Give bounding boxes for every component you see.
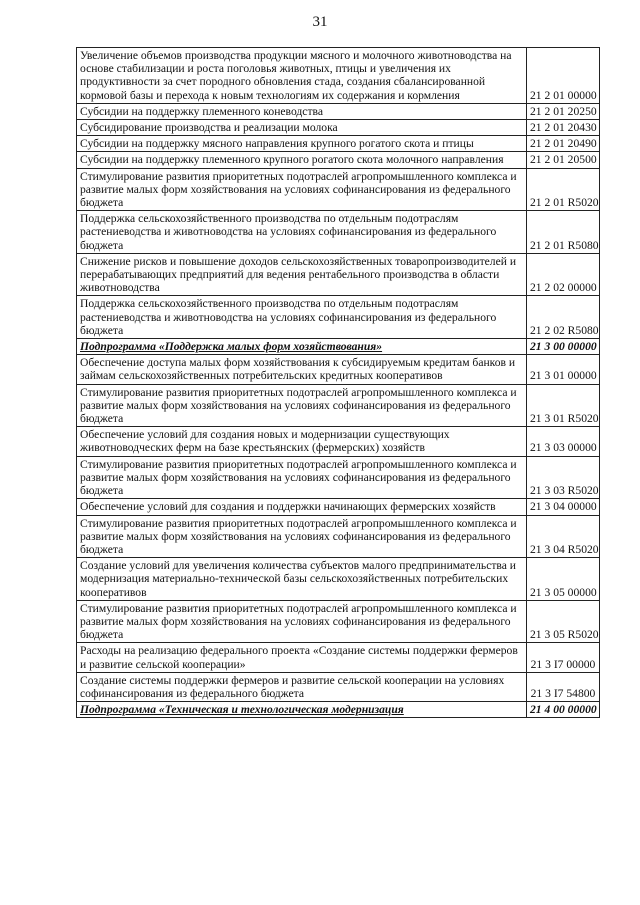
- table-row: [77, 355, 600, 384]
- budget-code-cell: 21 3 01 00000: [527, 355, 600, 384]
- expense-name-cell: Стимулирование развития приоритетных подотраслей агропромышленного комплекса и развитие малых форм хозяйствования на условиях софинансирования из федерального бюджета: [77, 600, 527, 643]
- table-row: [77, 672, 600, 701]
- expense-name-cell: Субсидии на поддержку мясного направления крупного рогатого скота и птицы: [77, 136, 527, 152]
- table-row: [77, 296, 600, 339]
- page-number: 31: [312, 14, 328, 30]
- table-row: [77, 103, 600, 119]
- expense-name-cell: Поддержка сельскохозяйственного производства по отдельным подотраслям растениеводства и животноводства на условиях софинансирования из федерального бюджета: [77, 211, 527, 254]
- table-row: [77, 136, 600, 152]
- expense-name-cell: Подпрограмма «Поддержка малых форм хозяйствования»: [77, 339, 527, 355]
- table-row: [77, 499, 600, 515]
- table-row: [77, 253, 600, 296]
- budget-classification-table: [76, 47, 600, 718]
- expense-name-cell: Субсидирование производства и реализации молока: [77, 120, 527, 136]
- budget-code-cell: 21 3 04 00000: [527, 499, 600, 515]
- budget-code-cell: 21 3 I7 00000: [527, 643, 600, 672]
- expense-name-cell: Стимулирование развития приоритетных подотраслей агропромышленного комплекса и развитие малых форм хозяйствования на условиях софинансирования из федерального бюджета: [77, 384, 527, 427]
- expense-name-cell: Стимулирование развития приоритетных подотраслей агропромышленного комплекса и развитие малых форм хозяйствования на условиях софинансирования из федерального бюджета: [77, 515, 527, 558]
- table-row: [77, 152, 600, 168]
- table-row: [77, 515, 600, 558]
- expense-name-cell: Субсидии на поддержку племенного крупного рогатого скота молочного направления: [77, 152, 527, 168]
- budget-code-cell: 21 2 01 20500: [527, 152, 600, 168]
- expense-name-cell: Расходы на реализацию федерального проекта «Создание системы поддержки фермеров и развитие сельской кооперации»: [77, 643, 527, 672]
- budget-code-cell: 21 2 01 20430: [527, 120, 600, 136]
- budget-code-cell: 21 2 02 00000: [527, 253, 600, 296]
- expense-name-cell: Обеспечение условий для создания и поддержки начинающих фермерских хозяйств: [77, 499, 527, 515]
- budget-code-cell: 21 2 01 20250: [527, 103, 600, 119]
- budget-code-cell: 21 3 00 00000: [527, 339, 600, 355]
- budget-code-cell: 21 3 05 00000: [527, 558, 600, 601]
- expense-name-cell: Создание условий для увеличения количества субъектов малого предпринимательства и модернизация материально-технической базы сельскохозяйственных потребительских кооперативов: [77, 558, 527, 601]
- table-row: [77, 643, 600, 672]
- budget-code-cell: 21 3 03 00000: [527, 427, 600, 456]
- expense-name-cell: Снижение рисков и повышение доходов сельскохозяйственных товаропроизводителей и перерабатывающих предприятий для ведения рентабельного производства в области животноводства: [77, 253, 527, 296]
- budget-code-cell: 21 3 01 R5020: [527, 384, 600, 427]
- budget-code-cell: 21 3 05 R5020: [527, 600, 600, 643]
- expense-name-cell: Обеспечение доступа малых форм хозяйствования к субсидируемым кредитам банков и займам сельскохозяйственных потребительских кредитных кооперативов: [77, 355, 527, 384]
- table-row: [77, 600, 600, 643]
- budget-code-cell: 21 3 I7 54800: [527, 672, 600, 701]
- expense-name-cell: Стимулирование развития приоритетных подотраслей агропромышленного комплекса и развитие малых форм хозяйствования на условиях софинансирования из федерального бюджета: [77, 168, 527, 211]
- expense-name-cell: Субсидии на поддержку племенного коневодства: [77, 103, 527, 119]
- budget-code-cell: 21 2 01 00000: [527, 48, 600, 104]
- expense-name-cell: Подпрограмма «Техническая и технологическая модернизация: [77, 702, 527, 718]
- table-row: [77, 120, 600, 136]
- budget-code-cell: 21 2 01 R5080: [527, 211, 600, 254]
- budget-code-cell: 21 2 01 R5020: [527, 168, 600, 211]
- budget-code-cell: 21 4 00 00000: [527, 702, 600, 718]
- subprogram-row: [77, 702, 600, 718]
- budget-code-cell: 21 2 01 20490: [527, 136, 600, 152]
- expense-name-cell: Стимулирование развития приоритетных подотраслей агропромышленного комплекса и развитие малых форм хозяйствования на условиях софинансирования из федерального бюджета: [77, 456, 527, 499]
- expense-name-cell: Обеспечение условий для создания новых и модернизации существующих животноводческих ферм на базе крестьянских (фермерских) хозяйств: [77, 427, 527, 456]
- table-row: [77, 211, 600, 254]
- expense-name-cell: Создание системы поддержки фермеров и развитие сельской кооперации на условиях софинансирования из федерального бюджета: [77, 672, 527, 701]
- table-row: [77, 384, 600, 427]
- table-row: [77, 427, 600, 456]
- table-body: [77, 48, 600, 718]
- budget-code-cell: 21 3 03 R5020: [527, 456, 600, 499]
- subprogram-row: [77, 339, 600, 355]
- expense-name-cell: Увеличение объемов производства продукции мясного и молочного животноводства на основе стабилизации и роста поголовья животных, птицы и увеличения их продуктивности за счет породного обновления стада, создания сбалансированной кормовой базы и перехода к новым технологиям их содержания и кормления: [77, 48, 527, 104]
- budget-code-cell: 21 3 04 R5020: [527, 515, 600, 558]
- table-row: [77, 168, 600, 211]
- expense-name-cell: Поддержка сельскохозяйственного производства по отдельным подотраслям растениеводства и животноводства на условиях софинансирования из федерального бюджета: [77, 296, 527, 339]
- table-row: [77, 456, 600, 499]
- table-row: [77, 558, 600, 601]
- table-row: [77, 48, 600, 104]
- budget-code-cell: 21 2 02 R5080: [527, 296, 600, 339]
